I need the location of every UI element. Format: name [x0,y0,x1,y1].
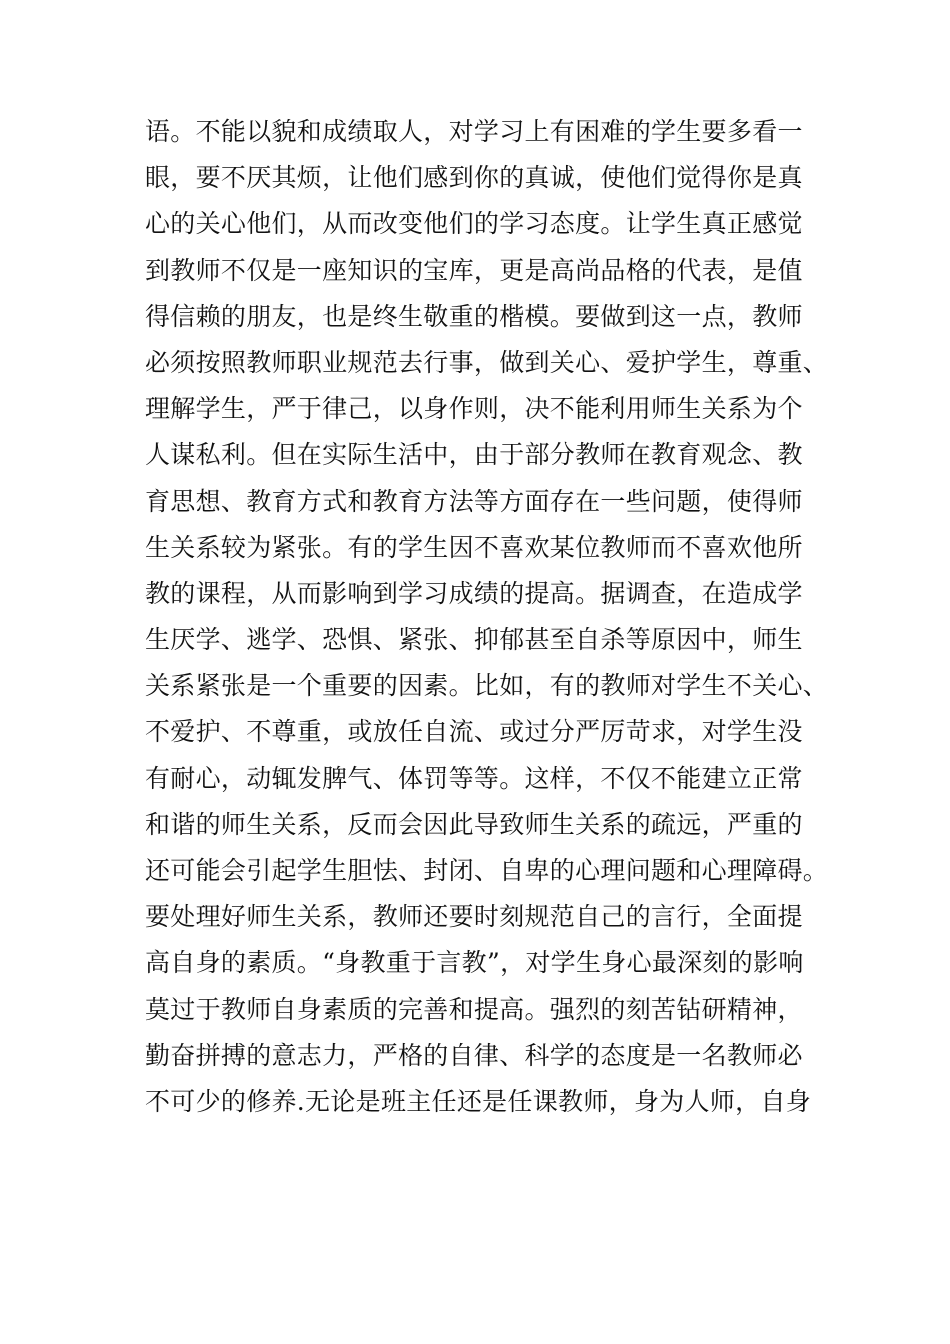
text-line: 莫过于教师自身素质的完善和提高。强烈的刻苦钻研精神， [145,994,803,1024]
text-line: 不爱护、不尊重，或放任自流、或过分严厉苛求，对学生没 [145,717,803,747]
text-line: 关系紧张是一个重要的因素。比如，有的教师对学生不关心、 [145,671,829,701]
text-line: 必须按照教师职业规范去行事，做到关心、爱护学生，尊重、 [145,347,829,377]
text-line: 生关系较为紧张。有的学生因不喜欢某位教师而不喜欢他所 [145,532,803,562]
text-line: 教的课程，从而影响到学习成绩的提高。据调查，在造成学 [145,578,803,608]
text-line: 得信赖的朋友，也是终生敬重的楷模。要做到这一点，教师 [145,301,803,331]
text-line: 心的关心他们，从而改变他们的学习态度。让学生真正感觉 [145,209,803,239]
text-line: 勤奋拼搏的意志力，严格的自律、科学的态度是一名教师必 [145,1040,803,1070]
text-line: 语。不能以貌和成绩取人，对学习上有困难的学生要多看一 [145,117,803,146]
text-line: 育思想、教育方式和教育方法等方面存在一些问题，使得师 [145,486,803,516]
text-line: 有耐心，动辄发脾气、体罚等等。这样，不仅不能建立正常 [145,763,803,793]
text-line: 生厌学、逃学、恐惧、紧张、抑郁甚至自杀等原因中，师生 [145,625,803,655]
text-line: 不可少的修养.无论是班主任还是任课教师，身为人师，自身 [145,1086,812,1116]
text-line: 还可能会引起学生胆怯、封闭、自卑的心理问题和心理障碍。 [145,856,829,885]
text-line: 要处理好师生关系，教师还要时刻规范自己的言行，全面提 [145,902,803,932]
text-line: 人谋私利。但在实际生活中，由于部分教师在教育观念、教 [145,440,803,470]
text-line: 理解学生，严于律己，以身作则，决不能利用师生关系为个 [145,394,803,424]
text-line: 眼，要不厌其烦，让他们感到你的真诚，使他们觉得你是真 [145,163,803,193]
body-paragraph [145,109,829,1125]
text-line: 高自身的素质。“身教重于言教”，对学生身心最深刻的影响 [145,948,804,978]
text-line: 到教师不仅是一座知识的宝库，更是高尚品格的代表，是值 [145,255,803,285]
text-line: 和谐的师生关系，反而会因此导致师生关系的疏远，严重的 [145,809,803,839]
